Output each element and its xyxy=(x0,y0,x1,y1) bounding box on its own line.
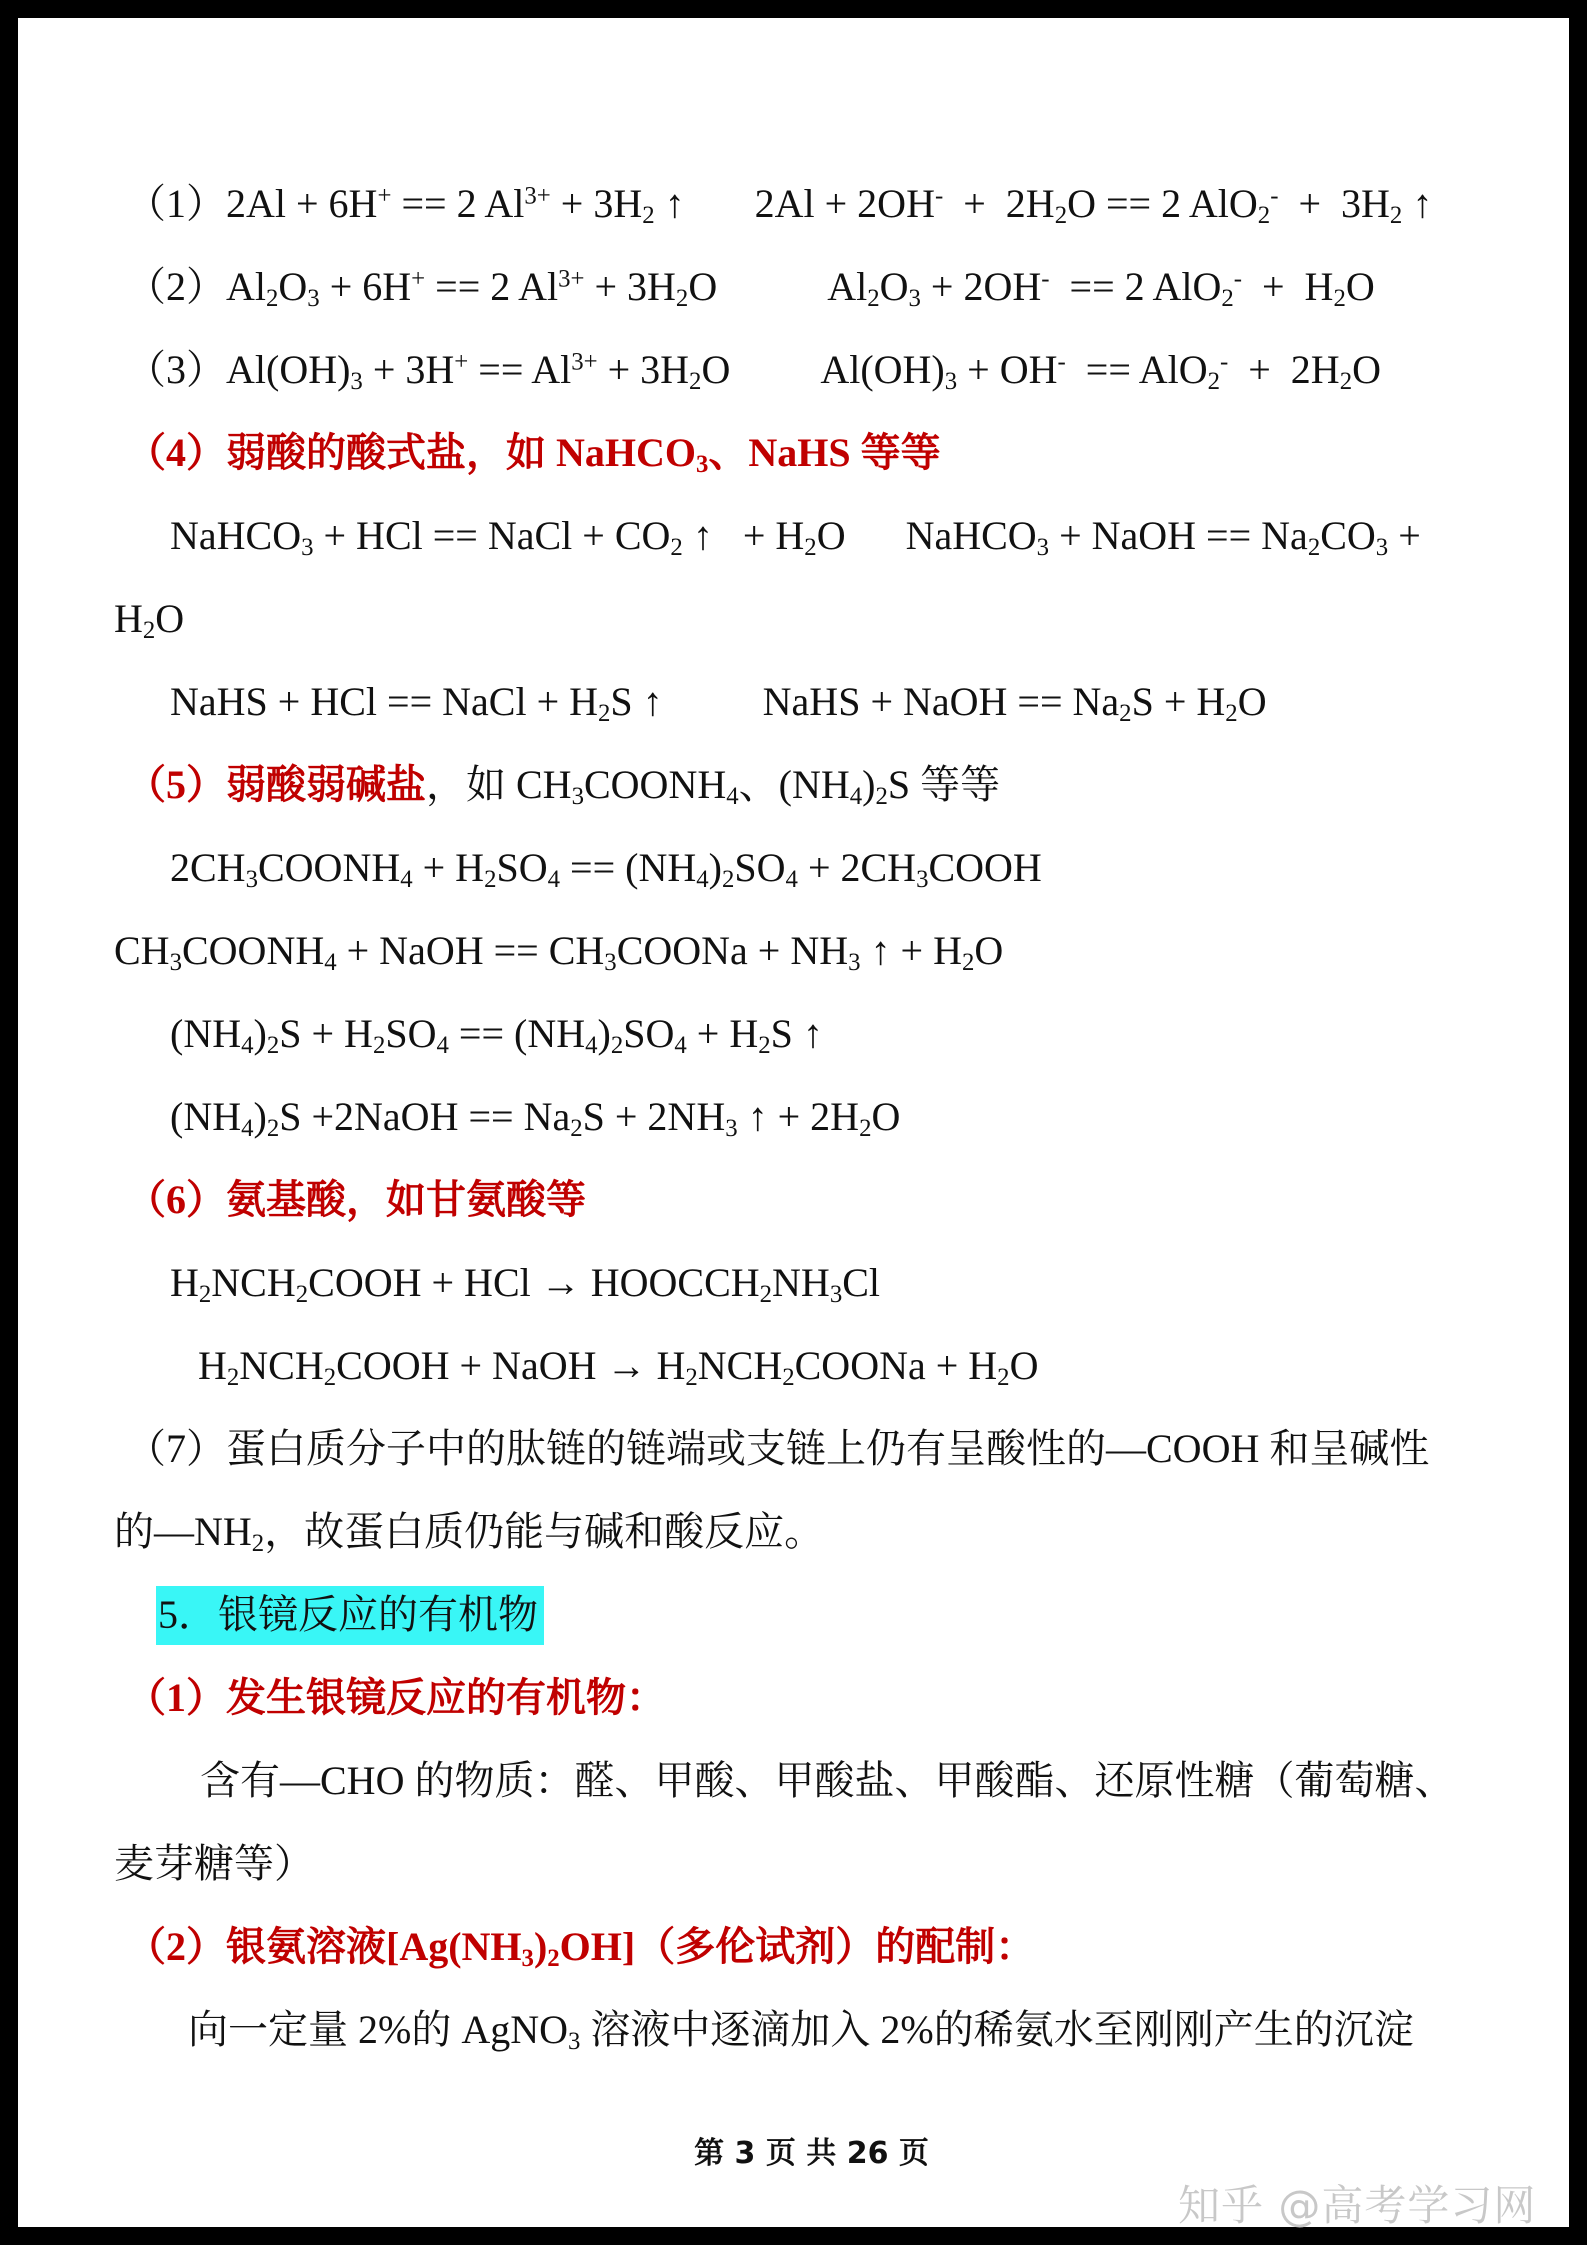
text-line-16: （7）蛋白质分子中的肽链的链端或支链上仍有呈酸性的—COOH 和呈碱性 xyxy=(126,1426,1430,1471)
eq-line-1: （1）2Al + 6H+ == 2 $Al^{3+} + 3H_2$ ↑ $2Al + 2OH^- + 2H_2O == 2$ $AlO_2^- + 3H_2$ ↑ xyxy=(126,181,1433,230)
text-line-17: 的$—NH_2$，故蛋白质仍能与碱和酸反应。 xyxy=(114,1509,825,1558)
eq-line-10: $CH_3COONH_4$ + NaOH == $CH_3COONa + NH_3$ ↑ + $H_2O$ xyxy=(114,928,1004,977)
eq-line-15: $H_2NCH_2COOH$ + NaOH → $H_2NCH_2COONa + H_2O$ xyxy=(198,1343,1039,1392)
heading-6: （6）氨基酸，如甘氨酸等 xyxy=(126,1177,586,1222)
eq-line-11: $(NH_4)_2S + H_2SO_4 == (NH_4)_2SO_4 + H_2S$ ↑ xyxy=(170,1011,823,1060)
eq-line-14: $H_2NCH_2COOH$ + HCl → $HOOCCH_2NH_3Cl$ xyxy=(170,1260,881,1309)
eq-line-12: $(NH_4)_2S$ +2NaOH == $Na_2S + 2NH_3$ ↑ + $2H_2O$ xyxy=(170,1094,901,1143)
subheading-2: （2）银氨溶液$[Ag(NH_3)_2OH]$（多伦试剂）的配制： xyxy=(126,1924,1036,1973)
eq-line-2: $(2)Al_2O_3 + 6H^+ == 2$ $Al^{3+} + 3H_2O$ $Al_2O_3 + 2OH^- == 2$ $AlO_2^- + H_2O$ xyxy=(126,264,1375,313)
page-footer: 第 3 页 共 26 页 xyxy=(694,2136,929,2171)
text-line-20: 含有—CHO 的物质：醛、甲酸、甲酸盐、甲酸酯、还原性糖（葡萄糖、 xyxy=(200,1758,1455,1803)
eq-line-6: $H_2O$ xyxy=(114,596,185,645)
eq-line-5: NaHCO$_3$ + HCl == NaCl + $CO_2$ ↑ + $H_2O$ NaHCO$_3$ + NaOH == $Na_2CO_3$ + xyxy=(170,513,1421,562)
text-line-21: 麦芽糖等） xyxy=(114,1841,314,1886)
text-line-23: 向一定量 2%的 AgNO$_3$ 溶液中逐滴加入 2%的稀氨水至刚刚产生的沉淀 xyxy=(188,2007,1414,2056)
section-heading-5: 5．银镜反应的有机物 xyxy=(156,1595,544,1635)
subheading-1: （1）发生银镜反应的有机物： xyxy=(126,1675,666,1720)
eq-line-3: $(3)Al(OH)_3 + 3H^+ == Al^{3+} + 3H_2O$ $Al(OH)_3 + OH^- == AlO_2^- + 2H_2O$ xyxy=(126,347,1381,396)
heading-5: （5）弱酸弱碱盐，如 $CH_3COONH_4$、$(NH_4)_2S$ 等等 xyxy=(126,762,1001,811)
heading-4: （4）弱酸的酸式盐，如 NaHCO$_3$、NaHS 等等 xyxy=(126,430,941,479)
eq-line-7: NaHS + HCl == NaCl + $H_2S$ ↑ NaHS + NaOH == $Na_2S + H_2O$ xyxy=(170,679,1267,728)
eq-line-9: $2CH_3COONH_4 + H_2SO_4 == (NH_4)_2SO_4$ + $2CH_3COOH$ xyxy=(170,845,1042,894)
watermark: 知乎 @高考学习网 xyxy=(1178,2181,1537,2230)
